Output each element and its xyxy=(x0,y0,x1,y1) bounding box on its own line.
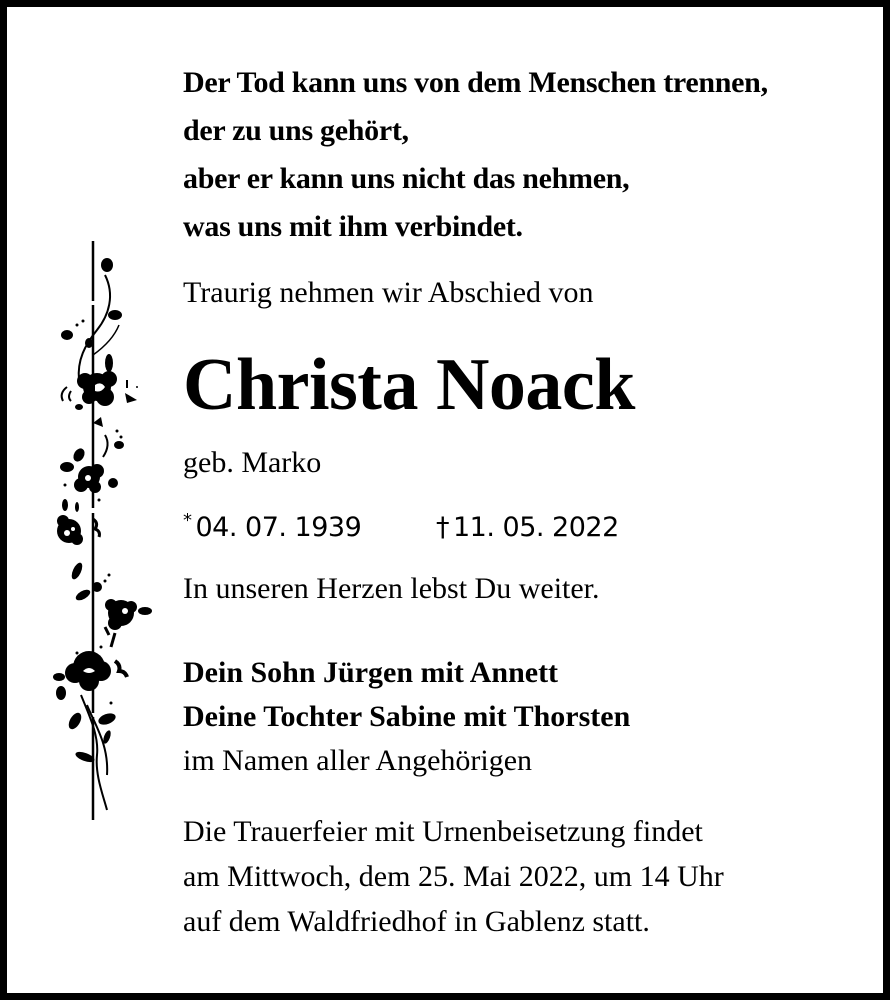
ceremony-line: am Mittwoch, dem 25. Mai 2022, um 14 Uhr xyxy=(183,860,724,893)
birth-date: 04. 07. 1939 xyxy=(195,512,362,543)
life-dates xyxy=(183,501,619,548)
deceased-name: Christa Noack xyxy=(183,344,635,426)
quote-line: Der Tod kann uns von dem Menschen trennen, xyxy=(183,66,768,99)
memorial-quote xyxy=(183,59,768,251)
ceremony-line: Die Trauerfeier mit Urnenbeisetzung findet xyxy=(183,815,703,848)
death-cross-icon: † xyxy=(436,512,449,543)
floral-vine-icon xyxy=(37,235,167,825)
ceremony-details xyxy=(183,809,724,944)
birth-star-icon: * xyxy=(183,510,192,531)
obituary-notice xyxy=(7,7,883,993)
quote-line: was uns mit ihm verbindet. xyxy=(183,210,523,243)
quote-line: der zu uns gehört, xyxy=(183,114,409,147)
death-date-group xyxy=(436,512,619,543)
quote-line: aber er kann uns nicht das nehmen, xyxy=(183,162,630,195)
ceremony-line: auf dem Waldfriedhof in Gablenz statt. xyxy=(183,905,650,938)
memorial-motto: In unseren Herzen lebst Du weiter. xyxy=(183,572,600,605)
maiden-name: geb. Marko xyxy=(183,446,322,479)
farewell-intro: Traurig nehmen wir Abschied von xyxy=(183,276,594,309)
mourner-line: Dein Sohn Jürgen mit Annett xyxy=(183,656,559,689)
mourners-closing: im Namen aller Angehörigen xyxy=(183,744,533,777)
death-date: 11. 05. 2022 xyxy=(453,512,619,543)
mourners-block xyxy=(183,651,630,783)
birth-date-group xyxy=(183,501,436,548)
mourner-line: Deine Tochter Sabine mit Thorsten xyxy=(183,700,631,733)
